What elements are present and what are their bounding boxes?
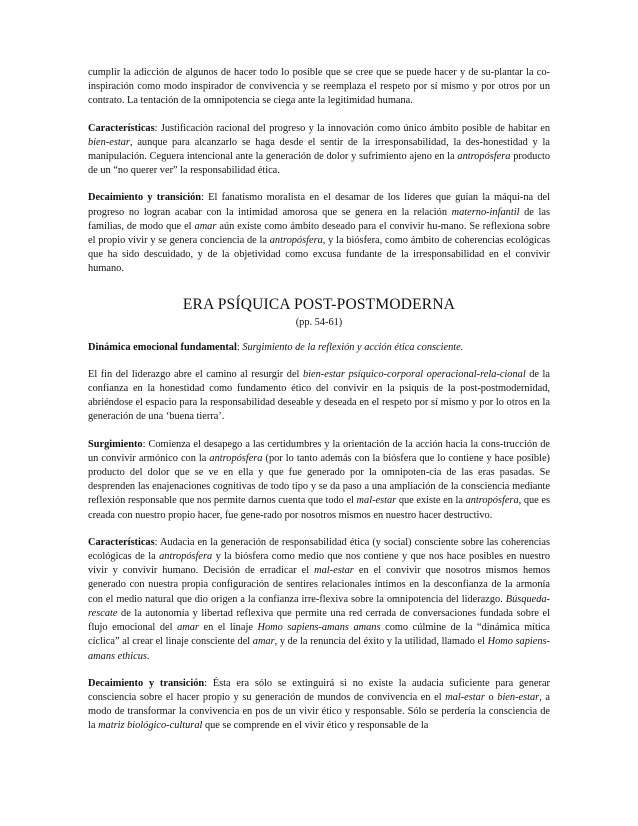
italic-term: Homo sapiens-amans amans xyxy=(257,622,381,634)
paragraph-text: , y de la renuncia del éxito y la utilidad, llamado el xyxy=(274,636,488,648)
paragraph-text: de las familias, de modo que el xyxy=(88,206,550,232)
paragraph-caracteristicas-1 xyxy=(88,122,550,179)
paragraph-surgimiento xyxy=(88,438,550,523)
italic-term: materno-infantil xyxy=(451,206,520,218)
paragraph-label: Surgimiento xyxy=(88,438,143,450)
paragraph-caracteristicas-2 xyxy=(88,536,550,664)
paragraph-text: como cúlmine de la “dinámica mítica cíclica” al crear el linaje consciente del xyxy=(88,622,550,648)
paragraph-text: que existe en la xyxy=(396,495,466,507)
paragraph-text: cumplir la adicción de algunos de hacer todo lo posible que se cree que se puede hacer y de su-plantar la co-inspiración como modo inspirador de convivencia y se reemplaza el respeto por sí mismo y por otros por un contrato. La tentación de la omnipotencia se ciega ante la legitimidad humana. xyxy=(88,67,550,107)
paragraph-text: : Audacia en la generación de responsabilidad ética (y social) consciente sobre las coherencias ecológicas de la xyxy=(88,536,550,563)
italic-term: amar xyxy=(177,622,199,634)
paragraph-text: o xyxy=(484,691,498,703)
paragraph-text: , y la biósfera, como ámbito de coherencias ecológicas que ha sido descuidado, y de la objetividad como excusa fundante de la irresponsabilidad en el convivir humano. xyxy=(88,235,551,275)
italic-term: amar xyxy=(252,636,275,648)
paragraph-text: en el linaje xyxy=(198,622,258,634)
paragraph-text: : xyxy=(236,341,243,353)
italic-term: mal-estar xyxy=(445,691,485,703)
paragraph-text: en el convivir que nosotros mismos hemos generado con nuestra propia configuración de sentires relacionales íntimos en la desconfianza de la armonía con el medio natural que dio origen a la confianza irre-flexiva sobre la omnipotencia del liderazgo. xyxy=(88,565,550,605)
paragraph-label: Características xyxy=(88,536,155,548)
paragraph-text: : Comienza el desapego a las certidumbres y la orientación de la acción hacia la cons-trucción de un convivir armónico con la xyxy=(88,438,550,464)
paragraph-text: , aunque para alcanzarlo se haga desde el sentir de la irresponsabilidad, la des-honestidad y la manipulación. Ceguera intencional ante la generación de dolor y sufrimiento ajeno en la xyxy=(88,136,550,163)
paragraph-label: Decaimiento y transición xyxy=(88,192,202,204)
paragraph-text: : El fanatismo moralista en el desamar de los líderes que guían la máqui-na del progreso no logran acabar con la intimidad amorosa que se genera en la relación xyxy=(88,192,550,218)
italic-term: antropósfera xyxy=(457,151,511,163)
italic-term: antropósfera xyxy=(159,551,213,563)
paragraph-text: El fin del liderazgo abre el camino al resurgir del xyxy=(88,368,303,380)
paragraph-text: de la autonomía y libertad reflexiva que permite una red cerrada de conversaciones fundada sobre el flujo emocional del xyxy=(88,607,550,634)
paragraph-text: : Ésta era sólo se extinguirá si no existe la audacia suficiente para generar consciencia sobre el hacer propio y su generación de mundos de convivencia en el xyxy=(88,677,550,703)
document-page xyxy=(88,66,550,734)
paragraph-text: . xyxy=(146,650,150,662)
italic-term: Búsqueda-rescate xyxy=(88,593,550,619)
paragraph-intro xyxy=(88,368,550,425)
section-page-range: (pp. 54-61) xyxy=(295,316,343,328)
italic-term: antropósfera xyxy=(465,495,519,507)
paragraph-label: Dinámica emocional fundamental xyxy=(88,341,237,353)
italic-term: antropósfera xyxy=(209,452,263,464)
italic-term: amar xyxy=(194,220,217,232)
italic-term: mal-estar xyxy=(356,495,397,507)
paragraph-decaimiento-2 xyxy=(88,677,550,734)
italic-term: bien-estar xyxy=(497,691,540,703)
paragraph-continuation xyxy=(88,66,550,109)
paragraph-text: y la biósfera como medio que nos contiene y que nos hace posibles en nuestro vivir y convivir humano. Decisión de erradicar el xyxy=(88,551,550,577)
italic-term: bien-estar psíquico-corporal operacional-rela-cional xyxy=(302,368,526,380)
paragraph-text: producto de un “no querer ver” la responsabilidad ética. xyxy=(88,151,550,177)
paragraph-text: de la confianza en la honestidad como fundamento ético del convivir en la psiquis de la post-postmodernidad, abriéndose el espacio para la responsabilidad deseable y deseada en el respeto por sí mismo y por lo otros en la generación de una ‘buena tierra’. xyxy=(88,368,551,423)
paragraph-label: Decaimiento y transición xyxy=(88,677,205,689)
italic-term: mal-estar xyxy=(314,565,354,577)
italic-term: bien-estar xyxy=(88,136,130,148)
italic-term: antropósfera xyxy=(269,235,323,247)
paragraph-text: : Justificación racional del progreso y la innovación como único ámbito posible de habitar en xyxy=(154,122,550,134)
paragraph-text: , que es creada con nuestro propio hacer, fue gene-rado por nosotros mismos en nuestro hacer destructivo. xyxy=(88,495,550,521)
paragraph-text: (por lo tanto además con la biósfera que lo contiene y hace posible) producto del dolor que se ve en ella y que fue generado por la omnipoten-cia de las eras pasadas. Se desprenden las enajenaciones cognitivas de todo tipo y se da paso a una ampliación de la consciencia mediante reflexión responsable que nos permite darnos cuenta que todo el xyxy=(88,452,550,507)
paragraph-text: que se comprende en el vivir ético y responsable de la xyxy=(202,720,429,732)
paragraph-label: Características xyxy=(88,122,155,134)
italic-term: Surgimiento de la reflexión y acción ética consciente. xyxy=(242,341,464,353)
paragraph-text: aún existe como ámbito deseado para el convivir hu-mano. Se reflexiona sobre el propio vivir y se genera conciencia de la xyxy=(88,220,550,247)
paragraph-decaimiento-1 xyxy=(88,191,550,276)
paragraph-text: , a modo de transformar la convivencia en pos de un vivir ético y responsable. Sólo se perdería la consciencia de la xyxy=(88,691,551,732)
italic-term: Homo sapiens-amans ethicus xyxy=(88,636,550,662)
italic-term: matriz biológico-cultural xyxy=(98,720,203,732)
section-title: ERA PSÍQUICA POST-POSTMODERNA xyxy=(182,295,456,313)
paragraph-dinamica xyxy=(88,341,550,355)
